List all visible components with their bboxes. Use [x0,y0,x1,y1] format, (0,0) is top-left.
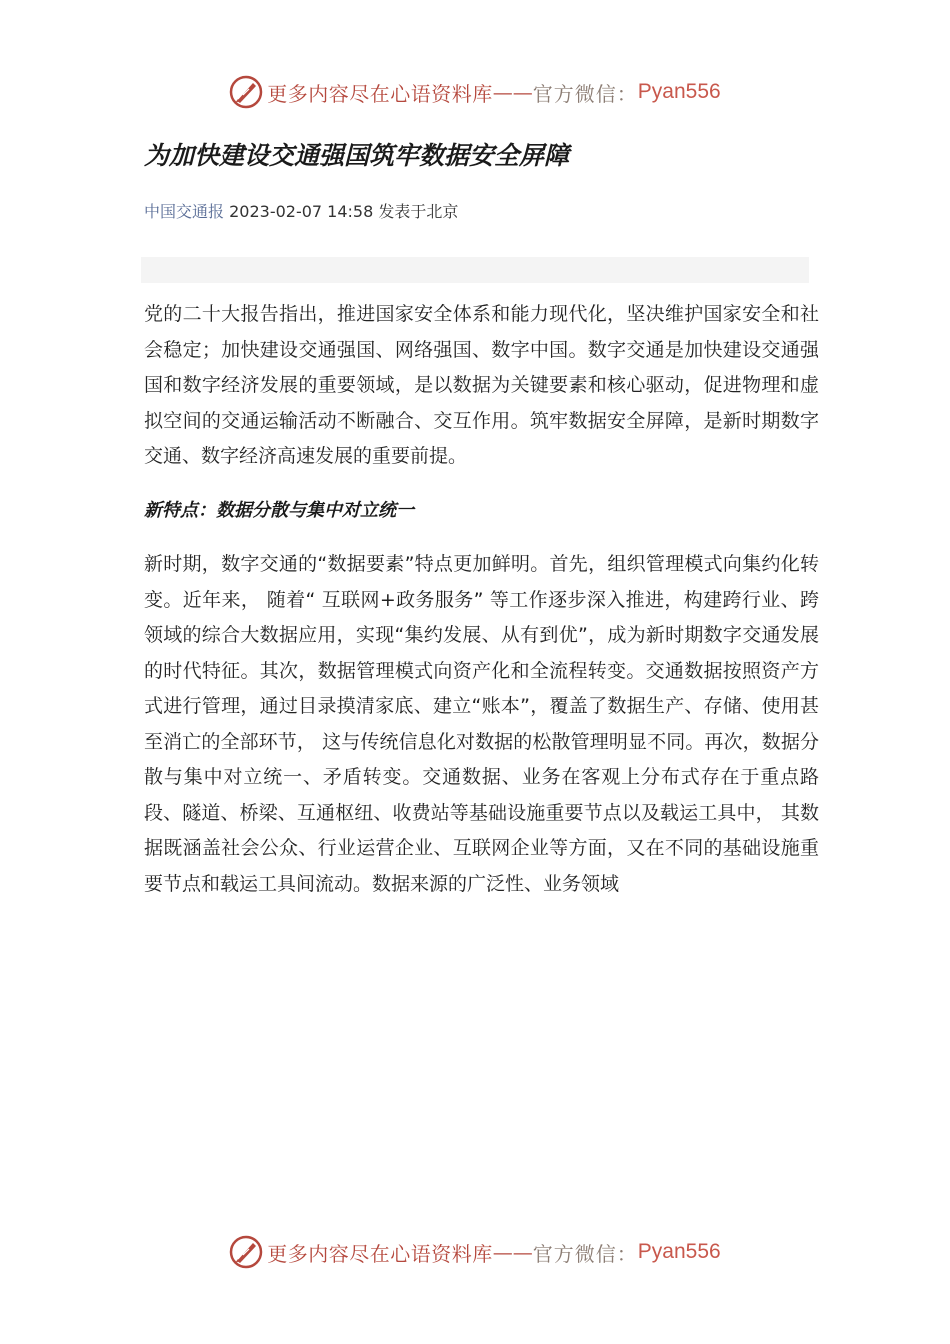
banner-separator: —— [492,80,533,104]
article-paragraph-2: 新时期，数字交通的“数据要素”特点更加鲜明。首先，组织管理模式向集约化转变。近年来， 随着“ 互联网+政务服务” 等工作逐步深入推进，构建跨行业、跨领域的综合大数据应用，实现“集约发展、从有到优”，成为新时期数字交通发展的时代特征。其次，数据管理模式向资产化和全流程转变。交通数据按照资产方式进行管理，通过目录摸清家底、建立“账本”，覆盖了数据生产、存储、使用甚至消亡的全部环节， 这与传统信息化对数据的松散管理明显不同。再次，数据分散与集中对立统一、矛盾转变。交通数据、业务在客观上分布式存在于重点路段、隧道、桥梁、互通枢纽、收费站等基础设施重要节点以及载运工具中， 其数据既涵盖社会公众、行业运营企业、互联网企业等方面，又在不同的基础设施重要节点和载运工具间流动。数据来源的广泛性、业务领域 [144,553,819,895]
banner-text: 更多内容尽在心语资料库 [267,81,493,106]
banner-text: 更多内容尽在心语资料库 [267,1241,493,1266]
article-meta [144,198,458,226]
quill-pen-logo-icon [229,1235,263,1269]
header-banner [0,72,950,112]
footer-banner [0,1232,950,1272]
article-source-link[interactable]: 中国交通报 [144,202,225,221]
article-subheading: 新特点：数据分散与集中对立统一 [144,500,414,521]
quill-pen-logo-icon [229,75,263,109]
article-location: 发表于北京 [378,202,459,221]
banner-wechat-label: 官方微信： [532,81,638,106]
article-paragraph-1: 党的二十大报告指出，推进国家安全体系和能力现代化，坚决维护国家安全和社会稳定；加快建设交通强国、网络强国、数字中国。数字交通是加快建设交通强国和数字经济发展的重要领域，是以数据为关键要素和核心驱动，促进物理和虚拟空间的交通运输活动不断融合、交互作用。筑牢数据安全屏障，是新时期数字交通、数字经济高速发展的重要前提。 [144,303,819,467]
banner-wechat-label: 官方微信： [532,1241,638,1266]
article-title: 为加快建设交通强国筑牢数据安全屏障 [144,141,570,170]
image-placeholder-bar [141,257,809,283]
banner-wechat-id: Pyan556 [637,80,721,103]
banner-wechat-id: Pyan556 [637,1240,721,1263]
banner-separator: —— [492,1240,533,1264]
article-datetime: 2023-02-07 14:58 [229,202,374,221]
